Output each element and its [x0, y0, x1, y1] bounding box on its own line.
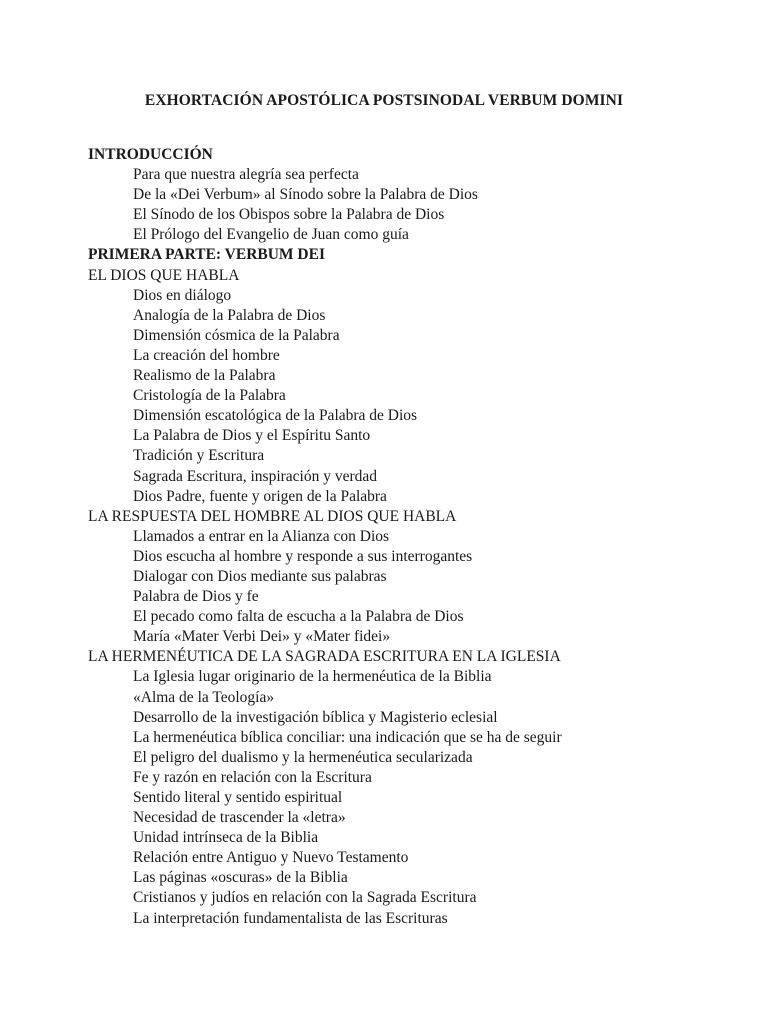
- list-item: Fe y razón en relación con la Escritura: [133, 768, 372, 786]
- list-item: Dios escucha al hombre y responde a sus interrogantes: [133, 547, 473, 565]
- list-item: Cristianos y judíos en relación con la Sagrada Escritura: [133, 889, 477, 907]
- list-item: La Iglesia lugar originario de la hermenéutica de la Biblia: [133, 668, 492, 686]
- list-item: El pecado como falta de escucha a la Palabra de Dios: [133, 608, 464, 626]
- part-one-heading: PRIMERA PARTE: VERBUM DEI: [88, 246, 325, 264]
- section-heading: LA HERMENÉUTICA DE LA SAGRADA ESCRITURA EN LA IGLESIA: [88, 648, 561, 666]
- section-heading: EL DIOS QUE HABLA: [88, 266, 240, 284]
- list-item: La Palabra de Dios y el Espíritu Santo: [133, 427, 371, 445]
- list-item: Dimensión escatológica de la Palabra de Dios: [133, 407, 418, 425]
- list-item: El peligro del dualismo y la hermenéutica secularizada: [133, 748, 473, 766]
- list-item: Cristología de la Palabra: [133, 387, 286, 405]
- list-item: Sentido literal y sentido espiritual: [133, 789, 343, 806]
- list-item: Analogía de la Palabra de Dios: [133, 306, 326, 324]
- list-item: Dios Padre, fuente y origen de la Palabra: [133, 487, 387, 505]
- list-item: Necesidad de trascender la «letra»: [133, 809, 346, 827]
- list-item: Llamados a entrar en la Alianza con Dios: [133, 527, 390, 545]
- list-item: María «Mater Verbi Dei» y «Mater fidei»: [133, 628, 391, 646]
- document-title: EXHORTACIÓN APOSTÓLICA POSTSINODAL VERBUM DOMINI: [144, 92, 624, 109]
- list-item: El Sínodo de los Obispos sobre la Palabra de Dios: [133, 206, 445, 224]
- list-item: La creación del hombre: [133, 346, 280, 364]
- list-item: Relación entre Antiguo y Nuevo Testamento: [133, 849, 409, 867]
- list-item: El Prólogo del Evangelio de Juan como guía: [133, 226, 409, 244]
- list-item: Tradición y Escritura: [133, 447, 265, 465]
- list-item: Realismo de la Palabra: [133, 367, 276, 385]
- list-item: Dialogar con Dios mediante sus palabras: [133, 567, 387, 585]
- list-item: Unidad intrínseca de la Biblia: [133, 829, 319, 847]
- list-item: «Alma de la Teología»: [133, 688, 275, 706]
- list-item: Dimensión cósmica de la Palabra: [133, 326, 340, 344]
- list-item: Para que nuestra alegría sea perfecta: [133, 166, 359, 184]
- list-item: Dios en diálogo: [133, 286, 232, 304]
- list-item: De la «Dei Verbum» al Sínodo sobre la Palabra de Dios: [133, 186, 478, 204]
- section-heading: LA RESPUESTA DEL HOMBRE AL DIOS QUE HABLA: [88, 507, 457, 525]
- list-item: Palabra de Dios y fe: [133, 588, 259, 606]
- list-item: Sagrada Escritura, inspiración y verdad: [133, 467, 378, 485]
- list-item: La hermenéutica bíblica conciliar: una indicación que se ha de seguir: [133, 728, 562, 746]
- table-of-contents: [88, 145, 708, 929]
- list-item: Las páginas «oscuras» de la Biblia: [133, 869, 348, 887]
- introduction-heading: INTRODUCCIÓN: [88, 146, 213, 163]
- list-item: La interpretación fundamentalista de las Escrituras: [133, 909, 448, 927]
- list-item: Desarrollo de la investigación bíblica y Magisterio eclesial: [133, 708, 498, 726]
